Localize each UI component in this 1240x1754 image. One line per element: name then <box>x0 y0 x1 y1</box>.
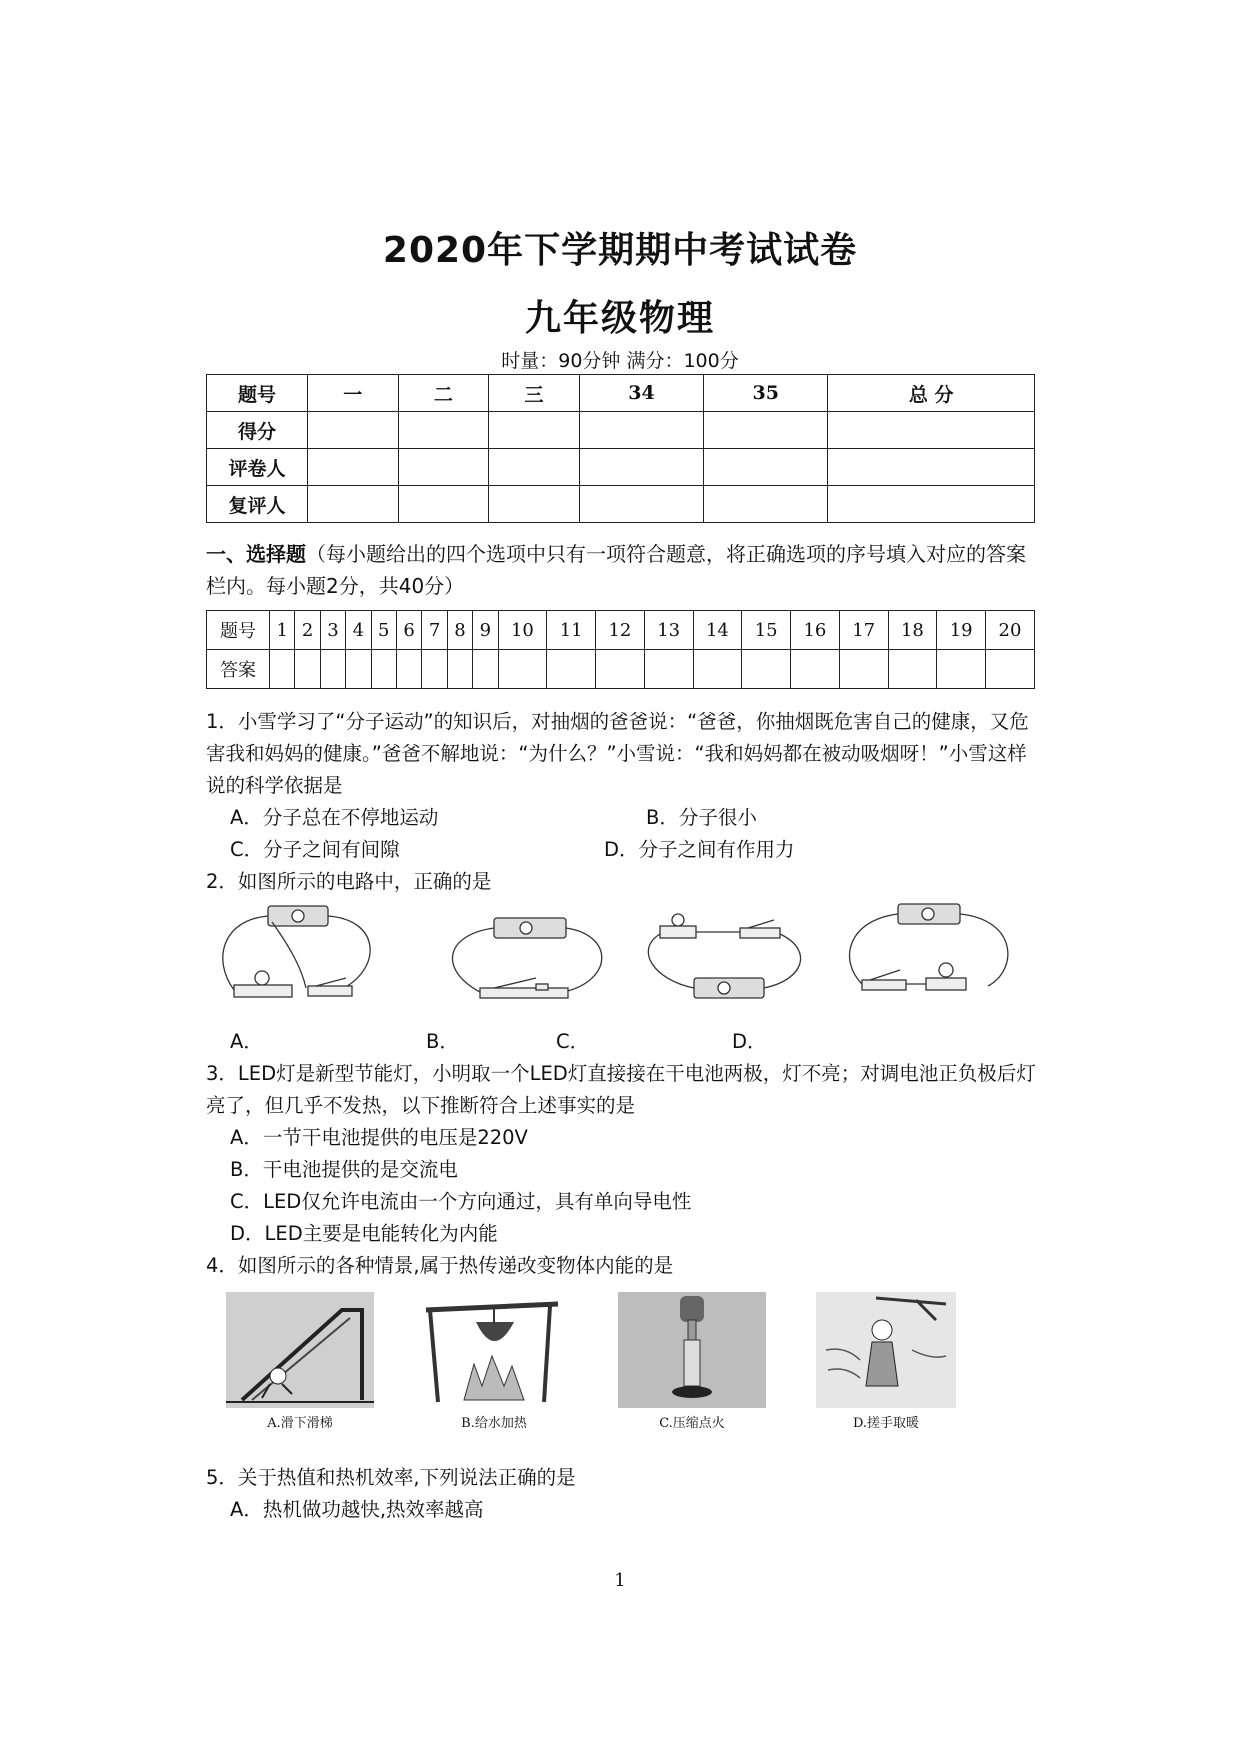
question-2-stem: 2．如图所示的电路中，正确的是 <box>206 870 492 893</box>
q3-option-c: C．LED仅允许电流由一个方向通过，具有单向导电性 <box>230 1190 692 1213</box>
answer-number-cell: 5 <box>371 611 396 650</box>
answer-number-cell: 19 <box>937 611 986 650</box>
time-info: 时量：90分钟 满分：100分 <box>501 350 739 372</box>
answer-number-cell: 13 <box>644 611 693 650</box>
circuit-d-figure <box>850 904 1008 990</box>
answer-cell[interactable] <box>422 650 447 689</box>
exam-title: 2020年下学期期中考试试卷 <box>382 230 858 271</box>
answer-cell[interactable] <box>644 650 693 689</box>
q3-option-b: B．干电池提供的是交流电 <box>230 1158 458 1181</box>
q4-caption-b: B.给水加热 <box>461 1416 527 1431</box>
score-header-cell: 二 <box>398 375 489 412</box>
score-row-label: 复评人 <box>207 486 308 523</box>
fire-heating-image <box>420 1292 568 1408</box>
section-1-title: 一、选择题 <box>206 542 306 566</box>
q2-label-b: B． <box>426 1030 459 1053</box>
answer-cell[interactable] <box>791 650 840 689</box>
answer-cell[interactable] <box>320 650 345 689</box>
answer-table <box>206 610 1035 689</box>
answer-cell[interactable] <box>396 650 421 689</box>
question-3-stem: 3．LED灯是新型节能灯，小明取一个LED灯直接接在干电池两极，灯不亮；对调电池正负极后灯亮了，但几乎不发热，以下推断符合上述事实的是 <box>206 1062 1036 1117</box>
score-table <box>206 374 1035 523</box>
answer-cell[interactable] <box>742 650 791 689</box>
score-cell[interactable] <box>704 449 828 486</box>
answer-row-label: 答案 <box>207 650 270 689</box>
score-table-header-row <box>207 375 1035 412</box>
score-cell[interactable] <box>828 412 1035 449</box>
answer-cell[interactable] <box>839 650 888 689</box>
score-row-label: 评卷人 <box>207 449 308 486</box>
answer-cell[interactable] <box>596 650 645 689</box>
score-cell[interactable] <box>579 449 703 486</box>
answer-number-cell: 18 <box>888 611 937 650</box>
answer-cell[interactable] <box>547 650 596 689</box>
score-cell[interactable] <box>398 486 489 523</box>
score-row-defen <box>207 412 1035 449</box>
circuit-c-figure <box>648 914 800 998</box>
score-header-cell: 题号 <box>207 375 308 412</box>
score-header-cell: 三 <box>489 375 580 412</box>
q1-option-a: A．分子总在不停地运动 <box>230 806 439 829</box>
score-header-cell: 35 <box>704 375 828 412</box>
q2-label-a: A． <box>230 1030 263 1053</box>
answer-cell[interactable] <box>937 650 986 689</box>
answer-cell[interactable] <box>447 650 472 689</box>
score-cell[interactable] <box>704 486 828 523</box>
heat-transfer-images <box>222 1290 962 1410</box>
q2-label-c: C． <box>556 1030 590 1053</box>
q4-caption-a: A.滑下滑梯 <box>267 1416 333 1431</box>
score-row-label: 得分 <box>207 412 308 449</box>
score-cell[interactable] <box>308 486 399 523</box>
answer-cell[interactable] <box>270 650 295 689</box>
answer-number-cell: 15 <box>742 611 791 650</box>
answer-cell[interactable] <box>986 650 1035 689</box>
question-4-stem: 4．如图所示的各种情景,属于热传递改变物体内能的是 <box>206 1254 674 1277</box>
score-header-cell: 一 <box>308 375 399 412</box>
q5-option-a: A．热机做功越快,热效率越高 <box>230 1498 484 1521</box>
answer-cell[interactable] <box>888 650 937 689</box>
score-row-fuping <box>207 486 1035 523</box>
score-cell[interactable] <box>704 412 828 449</box>
answer-number-cell: 12 <box>596 611 645 650</box>
answer-cell[interactable] <box>498 650 547 689</box>
answer-number-cell: 8 <box>447 611 472 650</box>
q4-caption-d: D.搓手取暖 <box>852 1416 920 1431</box>
score-cell[interactable] <box>308 412 399 449</box>
score-cell[interactable] <box>489 412 580 449</box>
answer-number-row <box>207 611 1035 650</box>
answer-number-cell: 4 <box>346 611 371 650</box>
slide-image <box>226 1292 374 1408</box>
q2-label-d: D． <box>732 1030 767 1053</box>
q1-option-d: D．分子之间有作用力 <box>604 838 795 861</box>
circuit-a-figure <box>223 906 370 997</box>
q1-option-b: B．分子很小 <box>646 806 757 829</box>
score-cell[interactable] <box>308 449 399 486</box>
answer-cell[interactable] <box>371 650 396 689</box>
answer-cell[interactable] <box>473 650 498 689</box>
q4-caption-c: C.压缩点火 <box>659 1416 725 1431</box>
answer-number-cell: 20 <box>986 611 1035 650</box>
answer-row-label: 题号 <box>207 611 270 650</box>
answer-input-row <box>207 650 1035 689</box>
answer-number-cell: 14 <box>693 611 742 650</box>
score-header-cell: 34 <box>579 375 703 412</box>
answer-number-cell: 2 <box>295 611 320 650</box>
q3-option-d: D．LED主要是电能转化为内能 <box>230 1222 498 1245</box>
page-number: 1 <box>614 1570 626 1591</box>
answer-cell[interactable] <box>295 650 320 689</box>
score-row-pingjuan <box>207 449 1035 486</box>
score-cell[interactable] <box>828 449 1035 486</box>
subject-title: 九年级物理 <box>524 298 715 339</box>
rubbing-hands-image <box>816 1292 956 1408</box>
answer-number-cell: 11 <box>547 611 596 650</box>
score-header-cell: 总 分 <box>828 375 1035 412</box>
score-cell[interactable] <box>398 412 489 449</box>
answer-number-cell: 9 <box>473 611 498 650</box>
answer-cell[interactable] <box>693 650 742 689</box>
answer-number-cell: 17 <box>839 611 888 650</box>
score-cell[interactable] <box>579 486 703 523</box>
question-5-stem: 5．关于热值和热机效率,下列说法正确的是 <box>206 1466 576 1489</box>
answer-number-cell: 1 <box>270 611 295 650</box>
section-1-heading <box>206 538 1036 602</box>
score-cell[interactable] <box>579 412 703 449</box>
circuit-b-figure <box>453 918 602 998</box>
score-cell[interactable] <box>489 486 580 523</box>
score-cell[interactable] <box>828 486 1035 523</box>
answer-number-cell: 6 <box>396 611 421 650</box>
answer-number-cell: 3 <box>320 611 345 650</box>
answer-cell[interactable] <box>346 650 371 689</box>
compression-ignition-image <box>618 1292 766 1408</box>
answer-number-cell: 16 <box>791 611 840 650</box>
question-1-stem: 1．小雪学习了“分子运动”的知识后，对抽烟的爸爸说：“爸爸，你抽烟既危害自己的健康，又危害我和妈妈的健康。”爸爸不解地说：“为什么？”小雪说：“我和妈妈都在被动吸烟呀！”小雪这样说的科学依据是 <box>206 710 1029 797</box>
answer-number-cell: 7 <box>422 611 447 650</box>
circuit-diagrams <box>212 900 1032 1010</box>
score-cell[interactable] <box>398 449 489 486</box>
answer-number-cell: 10 <box>498 611 547 650</box>
q3-option-a: A．一节干电池提供的电压是220V <box>230 1126 528 1149</box>
score-cell[interactable] <box>489 449 580 486</box>
q1-option-c: C．分子之间有间隙 <box>230 838 400 861</box>
section-1-instruction: （每小题给出的四个选项中只有一项符合题意，将正确选项的序号填入对应的答案栏内。每小题2分，共40分） <box>206 542 1026 598</box>
